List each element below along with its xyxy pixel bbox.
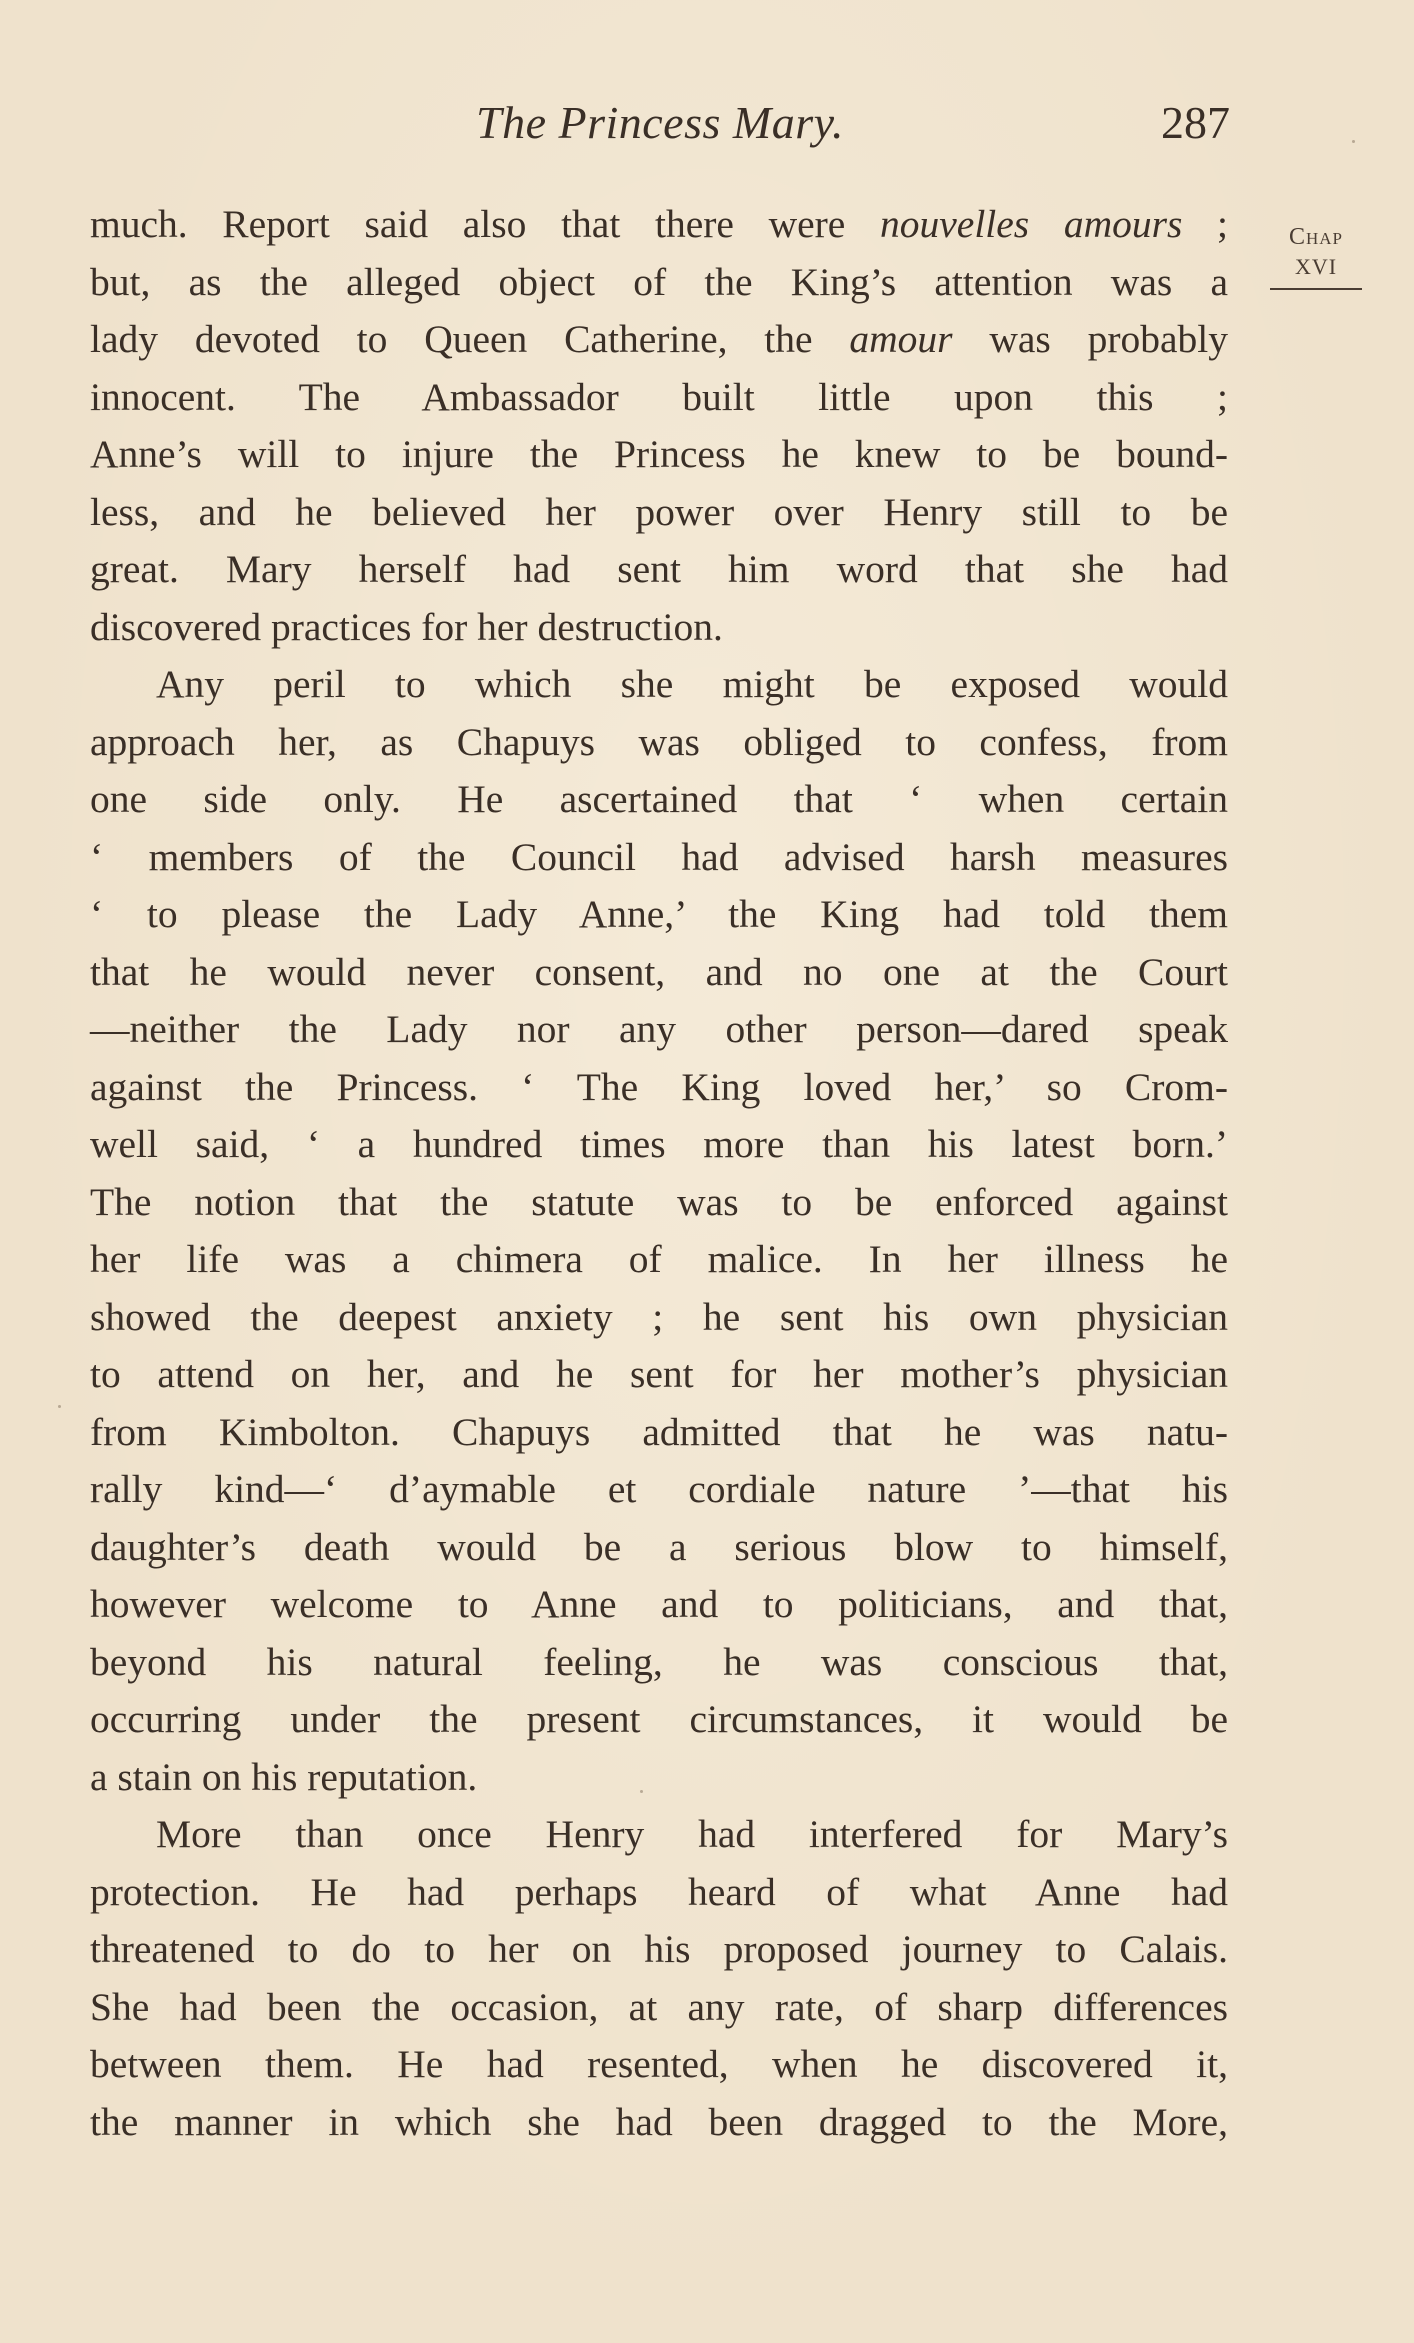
- text-segment: beyond his natural feeling, he was conscious that,: [90, 1639, 1228, 1684]
- text-line: [90, 1749, 1228, 1807]
- text-segment: rally kind—‘ d’aymable et cordiale nature ’—that his: [90, 1467, 1228, 1511]
- text-line: [90, 1519, 1228, 1577]
- text-segment: lady devoted to Queen Catherine, the: [90, 317, 850, 361]
- text-line: [90, 2036, 1228, 2094]
- text-segment: Anne’s will to injure the Princess he knew to be bound-: [90, 432, 1228, 476]
- text-segment: but, as the alleged object of the King’s attention was a: [90, 259, 1228, 304]
- body-text: [90, 196, 1228, 2151]
- text-line: [90, 1864, 1228, 1922]
- text-line: [90, 944, 1228, 1002]
- text-line: [90, 1231, 1228, 1289]
- text-line: [90, 484, 1228, 542]
- running-title: The Princess Mary.: [475, 97, 844, 148]
- text-line: [90, 196, 1228, 254]
- text-segment: showed the deepest anxiety ; he sent his own physician: [90, 1294, 1228, 1339]
- text-line: [90, 254, 1228, 312]
- text-segment: innocent. The Ambassador built little upon this ;: [90, 374, 1228, 419]
- page-number: 287: [1161, 97, 1230, 148]
- text-segment: daughter’s death would be a serious blow to himself,: [90, 1524, 1228, 1569]
- text-segment: much. Report said also that there were: [90, 202, 880, 246]
- text-line: [90, 714, 1228, 772]
- text-segment: approach her, as Chapuys was obliged to confess, from: [90, 719, 1228, 764]
- text-segment: —neither the Lady nor any other person—dared speak: [90, 1007, 1228, 1051]
- text-line: [90, 829, 1228, 887]
- text-line: [90, 1289, 1228, 1347]
- text-segment: discovered practices for her destruction.: [90, 604, 723, 649]
- text-segment: ‘ to please the Lady Anne,’ the King had told them: [90, 892, 1228, 936]
- text-line: [90, 311, 1228, 369]
- text-line: [90, 1806, 1228, 1864]
- text-line: [90, 1979, 1228, 2037]
- text-segment: from Kimbolton. Chapuys admitted that he was natu-: [90, 1409, 1228, 1454]
- text-line: [90, 1921, 1228, 1979]
- text-line: [90, 369, 1228, 427]
- text-line: [90, 599, 1228, 657]
- paper-speck: [58, 1405, 61, 1408]
- running-head: [90, 96, 1230, 160]
- text-segment: her life was a chimera of malice. In her illness he: [90, 1237, 1228, 1281]
- chapter-rule: [1270, 288, 1362, 290]
- text-line: [90, 1001, 1228, 1059]
- text-segment: against the Princess. ‘ The King loved her,’ so Crom-: [90, 1064, 1228, 1109]
- text-line: [90, 1116, 1228, 1174]
- text-segment: The notion that the statute was to be enforced against: [90, 1179, 1228, 1224]
- text-line: [90, 541, 1228, 599]
- text-line: [90, 1576, 1228, 1634]
- text-line: [90, 2094, 1228, 2152]
- text-line: [90, 1174, 1228, 1232]
- text-line: [90, 1404, 1228, 1462]
- italic-phrase: amour: [849, 317, 953, 361]
- text-segment: She had been the occasion, at any rate, of sharp differences: [90, 1984, 1228, 2029]
- text-line: [90, 1059, 1228, 1117]
- text-segment: however welcome to Anne and to politicians, and that,: [90, 1582, 1228, 1626]
- text-segment: was probably: [952, 317, 1228, 361]
- text-line: [90, 656, 1228, 714]
- text-segment: More than once Henry had interfered for Mary’s: [156, 1812, 1228, 1856]
- text-line: [90, 426, 1228, 484]
- text-segment: the manner in which she had been dragged to the More,: [90, 2099, 1228, 2144]
- chapter-label: Chap: [1288, 224, 1344, 250]
- text-line: [90, 1691, 1228, 1749]
- text-segment: less, and he believed her power over Henry still to be: [90, 489, 1228, 534]
- text-line: [90, 771, 1228, 829]
- text-segment: great. Mary herself had sent him word that she had: [90, 547, 1228, 591]
- text-segment: threatened to do to her on his proposed journey to Calais.: [90, 1927, 1228, 1971]
- text-line: [90, 1461, 1228, 1519]
- text-segment: one side only. He ascertained that ‘ when certain: [90, 777, 1228, 821]
- text-segment: Any peril to which she might be exposed would: [156, 662, 1228, 706]
- text-line: [90, 886, 1228, 944]
- text-segment: ‘ members of the Council had advised harsh measures: [90, 834, 1228, 879]
- text-segment: protection. He had perhaps heard of what Anne had: [90, 1869, 1228, 1914]
- chapter-number: XVI: [1294, 254, 1338, 279]
- text-line: [90, 1634, 1228, 1692]
- text-segment: between them. He had resented, when he discovered it,: [90, 2042, 1228, 2086]
- text-segment: occurring under the present circumstances, it would be: [90, 1697, 1228, 1741]
- text-line: [90, 1346, 1228, 1404]
- text-segment: to attend on her, and he sent for her mother’s physician: [90, 1352, 1228, 1396]
- chapter-margin-note: [1270, 222, 1362, 290]
- paper-speck: [1352, 140, 1355, 143]
- text-segment: a stain on his reputation.: [90, 1754, 478, 1799]
- text-segment: well said, ‘ a hundred times more than his latest born.’: [90, 1122, 1228, 1166]
- text-segment: ;: [1182, 202, 1229, 246]
- italic-phrase: nouvelles amours: [880, 202, 1183, 246]
- paper-speck: [640, 1790, 643, 1793]
- text-segment: that he would never consent, and no one at the Court: [90, 949, 1228, 994]
